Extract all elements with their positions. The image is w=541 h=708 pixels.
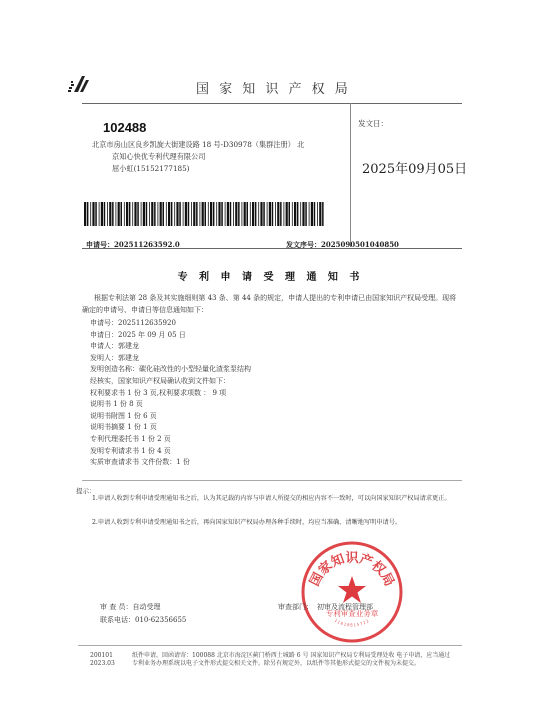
seal-text: 国家知识产权局 xyxy=(307,551,397,589)
notice-title: 专 利 申 请 受 理 通 知 书 xyxy=(177,272,364,283)
svg-text:11010615722: 11010615722 xyxy=(333,617,371,628)
issue-date-label: 发文日： xyxy=(358,119,388,128)
footer-rule xyxy=(78,645,462,646)
tip-2: 2.申请人收到专利申请受理通知书之后，再向国家知识产权局办理各种手续时，均应当准确、清晰地写明申请号。 xyxy=(92,519,402,526)
form-code xyxy=(90,652,115,668)
notice-field: 实质审查请求书 文件份数：1 份 xyxy=(90,458,190,467)
address-line-2: 京知心快优专利代理有限公司 xyxy=(112,152,206,161)
form-code-line-1: 200101 xyxy=(90,652,113,659)
notice-field: 申请人：郭建龙 xyxy=(90,342,139,351)
contact-phone-line: 联系电话：010-62356655 xyxy=(100,616,187,624)
form-code-line-2: 2023.03 xyxy=(90,660,115,667)
address-line-3: 屈小虹(15152177185) xyxy=(112,164,190,173)
notice-field: 说明书附图 1 份 6 页 xyxy=(90,411,157,420)
document-number: 102488 xyxy=(103,120,147,135)
office-title: 国 家 知 识 产 权 局 xyxy=(196,82,351,97)
notice-field: 说明书 1 份 8 页 xyxy=(90,400,143,409)
tip-rule xyxy=(82,480,462,481)
department-value: 初审及流程管理部 xyxy=(317,603,373,611)
notice-field: 申请号：2025112635920 xyxy=(90,319,176,327)
seal-subtext: 专利审查业务章 xyxy=(325,609,379,618)
header-rule-top xyxy=(82,103,462,104)
notice-field: 专利代理委托书 1 份 2 页 xyxy=(90,434,171,443)
notice-field: 发明人：郭建龙 xyxy=(90,353,139,362)
address-line-1: 北京市房山区良乡凯旋大街建设路 18 号-D30978（集群注册） 北 xyxy=(92,140,305,149)
recipient-address xyxy=(92,139,332,175)
department-label: 审查部门： xyxy=(278,603,313,611)
examiner-line: 审 查 员：自动受理 xyxy=(100,603,161,611)
notice-field: 发明专利请求书 1 份 4 页 xyxy=(90,446,171,455)
tip-1: 1.申请人收到专利申请受理通知书之后，认为其记载的内容与申请人所提交的相应内容不一致时，可以向国家知识产权局请求更正。 xyxy=(92,495,451,502)
notice-field: 申请日：2025 年 09 月 05 日 xyxy=(90,330,186,339)
footer-note: 纸件申请，回函请寄：100088 北京市海淀区蓟门桥西土城路 6 号 国家知识产权局专利局受理处收 电子申请，应当通过专利业务办理系统以电子文件形式提交相关文件。除另有规定外，以纸件等其他形式提交的文件视为未提交。 xyxy=(132,652,451,667)
notice-field: 权利要求书 1 份 3 页,权利要求项数 ： 9 项 xyxy=(90,388,227,397)
notice-field: 经核实，国家知识产权局确认收到文件如下： xyxy=(90,376,230,385)
notice-field: 说明书摘要 1 份 1 页 xyxy=(90,423,157,432)
header-divider xyxy=(350,103,351,247)
notice-paragraph: 根据专利法第 28 条及其实施细则第 43 条、第 44 条的规定，申请人提出的专利申请已由国家知识产权局受理。现将确定的申请号、申请日等信息通知如下： xyxy=(82,294,457,314)
cnipa-logo-icon xyxy=(68,74,96,96)
issue-date-value: 2025年09月05日 xyxy=(362,162,468,177)
application-number: 申请号：202511263592.0 xyxy=(86,240,180,249)
notice-field: 发明创造名称：碳化硅改性的小型轻量化渣浆泵结构 xyxy=(90,365,251,374)
official-seal xyxy=(300,540,404,644)
tips-label: 提示： xyxy=(76,487,96,495)
send-serial-number: 发文序号：2025090501040850 xyxy=(286,240,399,249)
notice-field-list xyxy=(90,318,251,469)
barcode xyxy=(84,202,324,226)
